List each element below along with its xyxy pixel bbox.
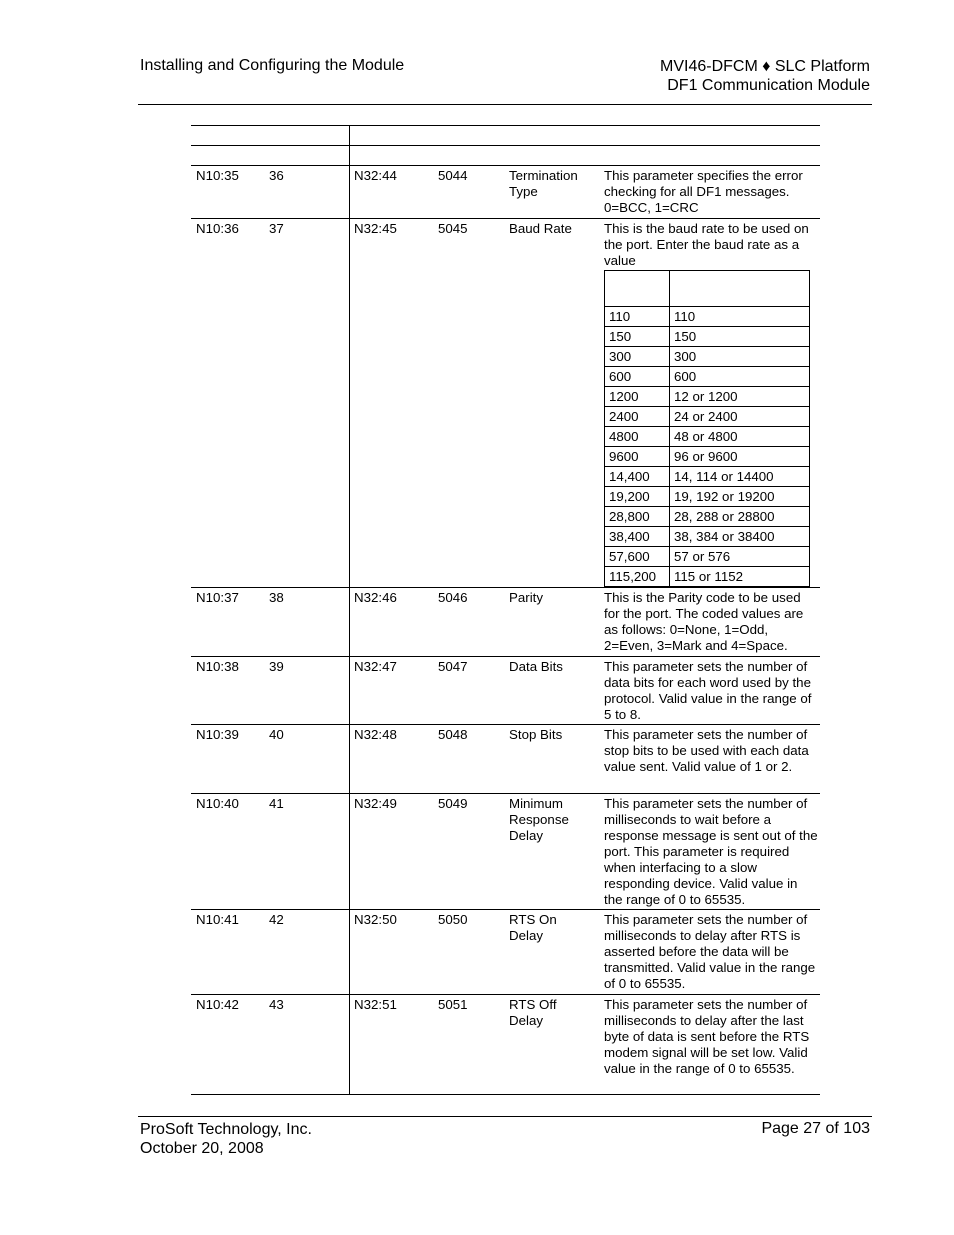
baud-rate: 28,800	[605, 507, 670, 527]
cell-parameter-name: Baud Rate	[509, 221, 572, 236]
row-separator	[191, 909, 820, 910]
table-bottom-rule	[191, 1094, 820, 1095]
cell-offset: 39	[269, 659, 284, 674]
baud-value: 28, 288 or 28800	[670, 507, 810, 527]
cell-register: 5051	[438, 997, 468, 1012]
baud-rate: 300	[605, 347, 670, 367]
baud-rate: 9600	[605, 447, 670, 467]
baud-value: 57 or 576	[670, 547, 810, 567]
cell-n10-address: N10:41	[196, 912, 239, 927]
cell-offset: 37	[269, 221, 284, 236]
row-separator	[191, 724, 820, 725]
baud-header-cell	[605, 271, 670, 307]
page-header-title: Installing and Configuring the Module	[140, 57, 405, 74]
baud-value: 24 or 2400	[670, 407, 810, 427]
baud-rate: 19,200	[605, 487, 670, 507]
baud-rate: 150	[605, 327, 670, 347]
baud-value: 150	[670, 327, 810, 347]
cell-offset: 41	[269, 796, 284, 811]
cell-n10-address: N10:39	[196, 727, 239, 742]
baud-value: 115 or 1152	[670, 567, 810, 587]
cell-n32-address: N32:46	[354, 590, 397, 605]
baud-row	[605, 427, 810, 447]
baud-value: 96 or 9600	[670, 447, 810, 467]
cell-offset: 38	[269, 590, 284, 605]
baud-value: 38, 384 or 38400	[670, 527, 810, 547]
baud-rate: 1200	[605, 387, 670, 407]
cell-n10-address: N10:36	[196, 221, 239, 236]
cell-register: 5046	[438, 590, 468, 605]
cell-parameter-name: Minimum Response Delay	[509, 796, 569, 843]
cell-register: 5050	[438, 912, 468, 927]
cell-offset: 40	[269, 727, 284, 742]
baud-row	[605, 487, 810, 507]
cell-parameter-name: RTS Off Delay	[509, 997, 557, 1028]
footer-date: October 20, 2008	[140, 1140, 264, 1157]
baud-row	[605, 567, 810, 587]
parameter-table	[191, 125, 820, 1095]
baud-rate: 14,400	[605, 467, 670, 487]
table-top-rule	[191, 125, 820, 126]
header-module-line: DF1 Communication Module	[667, 77, 870, 94]
cell-n32-address: N32:51	[354, 997, 397, 1012]
baud-row	[605, 387, 810, 407]
cell-offset: 42	[269, 912, 284, 927]
cell-description: This parameter sets the number of stop bits to be used with each data value sent. Valid value of 1 or 2.	[604, 727, 809, 774]
row-separator	[191, 793, 820, 794]
baud-value: 110	[670, 307, 810, 327]
header-divider	[138, 104, 872, 105]
cell-register: 5047	[438, 659, 468, 674]
page-footer-info	[140, 1120, 312, 1158]
baud-rate: 38,400	[605, 527, 670, 547]
cell-parameter-name: RTS On Delay	[509, 912, 557, 943]
cell-parameter-name: Termination Type	[509, 168, 578, 199]
baud-value: 48 or 4800	[670, 427, 810, 447]
cell-n10-address: N10:35	[196, 168, 239, 183]
cell-register: 5049	[438, 796, 468, 811]
baud-row	[605, 407, 810, 427]
row-separator	[191, 587, 820, 588]
baud-rate: 57,600	[605, 547, 670, 567]
baud-rate: 2400	[605, 407, 670, 427]
cell-offset: 36	[269, 168, 284, 183]
cell-offset: 43	[269, 997, 284, 1012]
baud-row	[605, 367, 810, 387]
cell-n32-address: N32:50	[354, 912, 397, 927]
cell-n32-address: N32:44	[354, 168, 397, 183]
cell-n10-address: N10:38	[196, 659, 239, 674]
cell-register: 5045	[438, 221, 468, 236]
cell-description: This is the baud rate to be used on the port. Enter the baud rate as a value	[604, 221, 809, 268]
cell-description: This parameter sets the number of data bits for each word used by the protocol. Valid value in the range of 5 to 8.	[604, 659, 812, 722]
cell-parameter-name: Stop Bits	[509, 727, 563, 742]
page-number: Page 27 of 103	[761, 1120, 870, 1137]
page-header-product	[660, 57, 870, 95]
baud-table-header-row	[605, 271, 810, 307]
cell-n32-address: N32:48	[354, 727, 397, 742]
cell-n10-address: N10:42	[196, 997, 239, 1012]
cell-description: This parameter sets the number of milliseconds to delay after RTS is asserted before the data will be transmitted. Valid value in the range of 0 to 65535.	[604, 912, 816, 991]
baud-row	[605, 347, 810, 367]
baud-row	[605, 527, 810, 547]
table-column-divider	[349, 125, 350, 1095]
cell-n10-address: N10:40	[196, 796, 239, 811]
footer-divider	[138, 1116, 872, 1117]
baud-value: 300	[670, 347, 810, 367]
table-header-bottom-rule	[191, 165, 820, 166]
baud-value: 19, 192 or 19200	[670, 487, 810, 507]
cell-description: This parameter sets the number of milliseconds to delay after the last byte of data is sent before the RTS modem signal will be set low. Valid value in the range of 0 to 65535.	[604, 997, 810, 1076]
cell-description: This parameter specifies the error checking for all DF1 messages. 0=BCC, 1=CRC	[604, 168, 803, 215]
table-header-rule	[191, 145, 820, 146]
baud-row	[605, 547, 810, 567]
cell-register: 5048	[438, 727, 468, 742]
baud-row	[605, 467, 810, 487]
baud-rate: 600	[605, 367, 670, 387]
baud-rate-table	[604, 270, 810, 587]
cell-n32-address: N32:49	[354, 796, 397, 811]
baud-row	[605, 307, 810, 327]
baud-row	[605, 447, 810, 467]
footer-company: ProSoft Technology, Inc.	[140, 1121, 312, 1138]
cell-n32-address: N32:47	[354, 659, 397, 674]
cell-parameter-name: Parity	[509, 590, 543, 605]
row-separator	[191, 994, 820, 995]
cell-register: 5044	[438, 168, 468, 183]
baud-value: 14, 114 or 14400	[670, 467, 810, 487]
row-separator	[191, 656, 820, 657]
baud-rate: 115,200	[605, 567, 670, 587]
cell-n10-address: N10:37	[196, 590, 239, 605]
header-product-line: MVI46-DFCM ♦ SLC Platform	[660, 58, 870, 75]
baud-row	[605, 327, 810, 347]
cell-description: This parameter sets the number of milliseconds to wait before a response message is sent out of the port. This parameter is required when interfacing to a slow responding device. Valid value in the range of 0 to 65535.	[604, 796, 818, 907]
baud-row	[605, 507, 810, 527]
baud-rate: 4800	[605, 427, 670, 447]
row-separator	[191, 218, 820, 219]
baud-rate: 110	[605, 307, 670, 327]
baud-value: 12 or 1200	[670, 387, 810, 407]
cell-parameter-name: Data Bits	[509, 659, 563, 674]
cell-description: This is the Parity code to be used for the port. The coded values are as follows: 0=None, 1=Odd, 2=Even, 3=Mark and 4=Space.	[604, 590, 804, 653]
baud-header-cell	[670, 271, 810, 307]
baud-value: 600	[670, 367, 810, 387]
cell-n32-address: N32:45	[354, 221, 397, 236]
